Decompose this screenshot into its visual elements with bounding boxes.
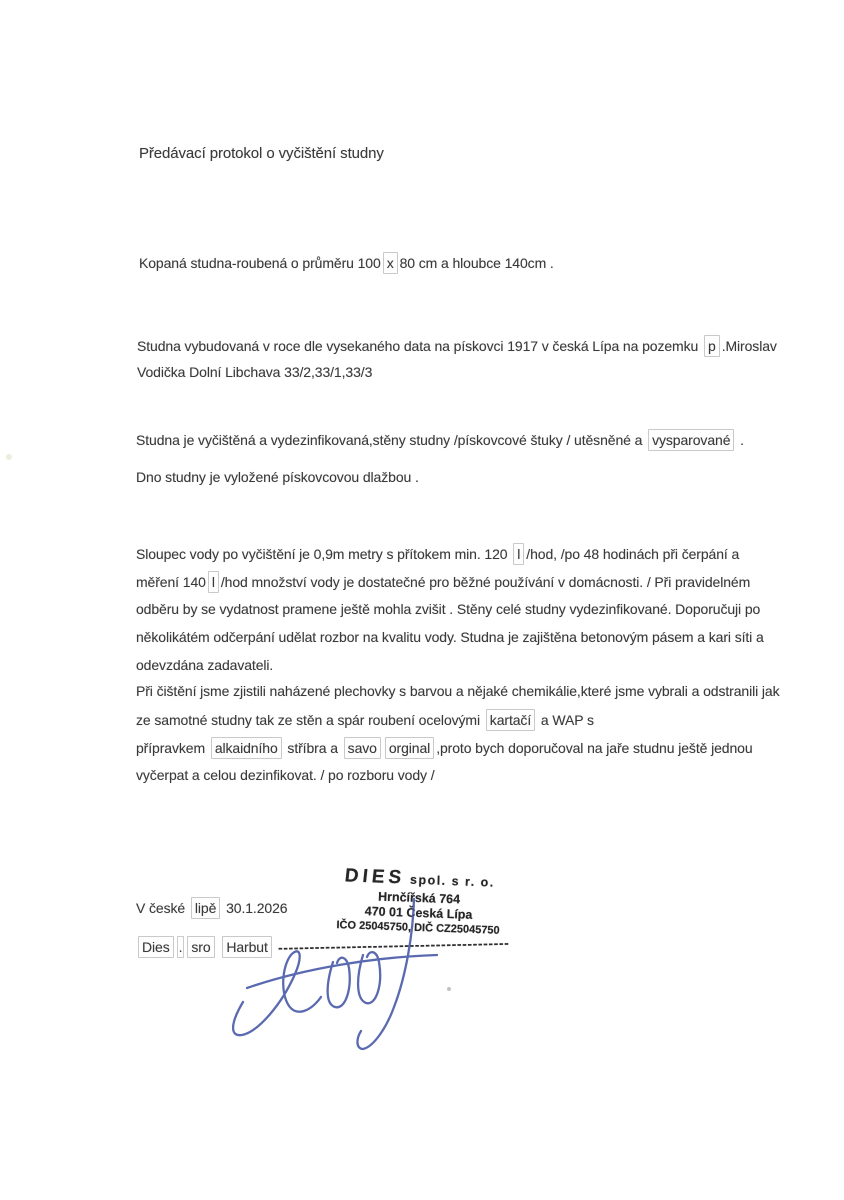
dashed-signature-rule: -------------------------------------------- xyxy=(277,934,510,956)
paragraph-findings-line1: Při čištění jsme zjistili naházené plechovky s barvou a nějaké chemikálie,které jsme vybrali a odstranili jak xyxy=(136,683,780,699)
paragraph-cleaned xyxy=(136,429,744,451)
stamp-company-logo: DIES xyxy=(343,865,407,889)
paragraph-water-line1 xyxy=(136,543,739,565)
boxed-word-orginal: orginal xyxy=(385,737,434,759)
paragraph-built-line1 xyxy=(137,335,777,357)
text-run: Studna vybudovaná v roce dle vysekaného data na pískovci 1917 v česká Lípa na pozemku xyxy=(137,338,702,354)
stamp-ico-dic: IČO 25045750, DIČ CZ25045750 xyxy=(336,919,500,937)
text-run: a WAP s xyxy=(537,712,594,728)
boxed-word-harbut: Harbut xyxy=(222,936,271,958)
text-run: měření 140 xyxy=(136,574,206,590)
text-run: . xyxy=(736,432,744,448)
boxed-word-vysparovane: vysparované xyxy=(648,429,734,451)
text-run: Studna je vyčištěná a vydezinfikovaná,stěny studny /pískovcové štuky / utěsněné a xyxy=(136,432,647,448)
text-run: 80 cm a hloubce 140cm . xyxy=(399,255,554,271)
paragraph-findings-line3 xyxy=(136,737,753,759)
boxed-word-x: x xyxy=(383,252,398,274)
boxed-word-kartaci: kartačí xyxy=(486,709,535,731)
text-run: Kopaná studna-roubená o průměru 100 xyxy=(139,255,381,271)
boxed-word-p: p xyxy=(704,335,720,357)
text-run: stříbra a xyxy=(283,740,342,756)
boxed-word-l1: l xyxy=(513,543,524,565)
scan-speck-dot xyxy=(447,987,451,991)
boxed-word-dies: Dies xyxy=(138,936,174,958)
text-run: Sloupec vody po vyčištění je 0,9m metry s přítokem min. 120 xyxy=(136,546,512,562)
text-run: /hod, /po 48 hodinách při čerpání a xyxy=(526,546,740,562)
paragraph-water-line4: několikátém odčerpání udělat rozbor na kvalitu vody. Studna je zajištěna betonovým pásem a kari síti a xyxy=(136,629,764,645)
boxed-word-alkaidniho: alkaidního xyxy=(211,737,282,759)
text-run: /hod množství vody je dostatečné pro běžné používání v domácnosti. / Při pravidelném xyxy=(220,574,751,590)
text-run: přípravkem xyxy=(136,740,209,756)
paragraph-built-line2: Vodička Dolní Libchava 33/2,33/1,33/3 xyxy=(137,364,373,380)
boxed-dot: . xyxy=(177,936,185,958)
scan-speck-edge xyxy=(6,454,12,460)
spacer xyxy=(217,939,221,955)
boxed-word-l2: l xyxy=(208,571,219,593)
stamp-city: 470 01 Česká Lípa xyxy=(364,904,473,922)
paragraph-findings-line4: vyčerpat a celou dezinfikovat. / po rozboru vody / xyxy=(136,767,435,783)
boxed-word-savo: savo xyxy=(344,737,381,759)
text-run: 30.1.2026 xyxy=(222,900,288,916)
paragraph-dimensions xyxy=(139,252,554,274)
boxed-word-lipe: lipě xyxy=(191,897,220,919)
signature-line xyxy=(136,936,509,958)
page-title: Předávací protokol o vyčištění studny xyxy=(139,145,384,162)
stamp-street: Hrnčířská 764 xyxy=(377,889,461,907)
paragraph-water-line5: odevzdána zadavateli. xyxy=(136,657,274,673)
text-run: ,proto bych doporučoval na jaře studnu ještě jednou xyxy=(436,740,753,756)
boxed-word-sro: sro xyxy=(187,936,214,958)
paragraph-findings-line2 xyxy=(136,709,594,731)
paragraph-water-line3: odběru by se vydatnost pramene ještě mohla zvišit . Stěny celé studny vydezinfikované. Doporučuji po xyxy=(136,601,761,617)
text-run: .Miroslav xyxy=(721,338,777,354)
stamp-company-suffix: spol. s r. o. xyxy=(409,872,496,890)
text-run: ze samotné studny tak ze stěn a spár roubení ocelovými xyxy=(136,712,484,728)
date-line xyxy=(136,897,287,919)
company-stamp xyxy=(329,864,509,938)
paragraph-water-line2 xyxy=(136,571,750,593)
paragraph-floor: Dno studny je vyložené pískovcovou dlažbou . xyxy=(136,469,419,485)
text-run: V české xyxy=(136,900,189,916)
